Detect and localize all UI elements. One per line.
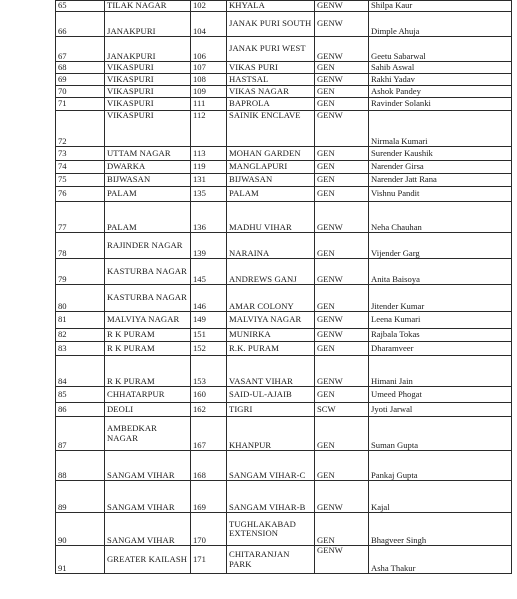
ward-number-cell: 152 [191, 342, 227, 356]
serial-number-cell: 82 [56, 329, 105, 342]
candidate-list-sheet [55, 0, 511, 574]
assembly-constituency-cell: UTTAM NAGAR [105, 147, 191, 161]
ward-name-cell: MUNIRKA [227, 329, 315, 342]
ward-name-cell: SAID-UL-AJAIB [227, 387, 315, 403]
serial-number-cell: 81 [56, 312, 105, 329]
ward-number-cell: 145 [191, 259, 227, 285]
ward-name-cell: CHITARANJAN PARK [227, 546, 315, 574]
candidate-name-cell: Shilpa Kaur [369, 1, 512, 12]
table-row [56, 513, 512, 546]
ward-name-cell: R.K. PURAM [227, 342, 315, 356]
ward-number-cell: 108 [191, 74, 227, 86]
table-row [56, 161, 512, 174]
ward-name-cell: KHYALA [227, 1, 315, 12]
serial-number-cell: 85 [56, 387, 105, 403]
assembly-constituency-cell: R K PURAM [105, 329, 191, 342]
serial-number-cell: 72 [56, 111, 105, 147]
candidate-name-cell: Rajbala Tokas [369, 329, 512, 342]
table-row [56, 12, 512, 37]
assembly-constituency-cell: SANGAM VIHAR [105, 451, 191, 481]
candidate-name-cell: Dharamveer [369, 342, 512, 356]
category-cell: GEN [315, 62, 369, 74]
candidate-name-cell: Nirmala Kumari [369, 111, 512, 147]
ward-number-cell: 135 [191, 187, 227, 202]
assembly-constituency-cell: SANGAM VIHAR [105, 513, 191, 546]
ward-name-cell: PALAM [227, 187, 315, 202]
category-cell: GEN [315, 451, 369, 481]
ward-number-cell: 146 [191, 285, 227, 312]
table-row [56, 546, 512, 574]
table-row [56, 86, 512, 98]
candidate-name-cell: Vishnu Pandit [369, 187, 512, 202]
category-cell: GEN [315, 161, 369, 174]
table-row [56, 403, 512, 417]
ward-name-cell: VIKAS PURI [227, 62, 315, 74]
serial-number-cell: 65 [56, 1, 105, 12]
assembly-constituency-cell: PALAM [105, 187, 191, 202]
ward-name-cell: NARAINA [227, 233, 315, 259]
ward-name-cell: TUGHLAKABAD EXTENSION [227, 513, 315, 546]
table-row [56, 329, 512, 342]
table-row [56, 417, 512, 451]
candidate-name-cell: Leena Kumari [369, 312, 512, 329]
ward-name-cell: MANGLAPURI [227, 161, 315, 174]
candidate-name-cell: Neha Chauhan [369, 202, 512, 233]
category-cell: GENW [315, 202, 369, 233]
table-row [56, 342, 512, 356]
ward-name-cell: VIKAS NAGAR [227, 86, 315, 98]
table-row [56, 74, 512, 86]
table-row [56, 285, 512, 312]
candidate-name-cell: Ravinder Solanki [369, 98, 512, 111]
assembly-constituency-cell: KASTURBA NAGAR [105, 285, 191, 312]
category-cell: GENW [315, 111, 369, 147]
candidate-name-cell: Kajal [369, 481, 512, 513]
assembly-constituency-cell: TILAK NAGAR [105, 1, 191, 12]
category-cell: GENW [315, 259, 369, 285]
candidate-name-cell: Suman Gupta [369, 417, 512, 451]
category-cell: GENW [315, 329, 369, 342]
category-cell: GEN [315, 513, 369, 546]
serial-number-cell: 71 [56, 98, 105, 111]
candidate-table [55, 0, 512, 574]
ward-name-cell: MADHU VIHAR [227, 202, 315, 233]
candidate-name-cell: Jitender Kumar [369, 285, 512, 312]
assembly-constituency-cell: DWARKA [105, 161, 191, 174]
table-row [56, 481, 512, 513]
serial-number-cell: 74 [56, 161, 105, 174]
category-cell: GEN [315, 147, 369, 161]
category-cell: GENW [315, 12, 369, 37]
ward-number-cell: 167 [191, 417, 227, 451]
serial-number-cell: 83 [56, 342, 105, 356]
ward-number-cell: 160 [191, 387, 227, 403]
ward-number-cell: 162 [191, 403, 227, 417]
ward-number-cell: 168 [191, 451, 227, 481]
candidate-name-cell: Jyoti Jarwal [369, 403, 512, 417]
candidate-name-cell: Geetu Sabarwal [369, 37, 512, 62]
candidate-name-cell: Umeed Phogat [369, 387, 512, 403]
table-row [56, 37, 512, 62]
category-cell: GEN [315, 387, 369, 403]
assembly-constituency-cell: JANAKPURI [105, 37, 191, 62]
ward-name-cell: VASANT VIHAR [227, 356, 315, 387]
candidate-name-cell: Sahib Aswal [369, 62, 512, 74]
ward-name-cell: JANAK PURI WEST [227, 37, 315, 62]
table-row [56, 187, 512, 202]
candidate-name-cell: Himani Jain [369, 356, 512, 387]
category-cell: GEN [315, 417, 369, 451]
candidate-name-cell: Surender Kaushik [369, 147, 512, 161]
ward-number-cell: 104 [191, 12, 227, 37]
candidate-table-body [56, 1, 512, 574]
serial-number-cell: 78 [56, 233, 105, 259]
table-row [56, 174, 512, 187]
category-cell: GENW [315, 1, 369, 12]
ward-number-cell: 171 [191, 546, 227, 574]
serial-number-cell: 68 [56, 62, 105, 74]
ward-number-cell: 106 [191, 37, 227, 62]
table-row [56, 202, 512, 233]
table-row [56, 111, 512, 147]
ward-name-cell: AMAR COLONY [227, 285, 315, 312]
candidate-name-cell: Anita Baisoya [369, 259, 512, 285]
assembly-constituency-cell: CHHATARPUR [105, 387, 191, 403]
ward-number-cell: 139 [191, 233, 227, 259]
serial-number-cell: 89 [56, 481, 105, 513]
ward-name-cell: MOHAN GARDEN [227, 147, 315, 161]
category-cell: GENW [315, 546, 369, 574]
serial-number-cell: 88 [56, 451, 105, 481]
ward-name-cell: TIGRI [227, 403, 315, 417]
serial-number-cell: 79 [56, 259, 105, 285]
serial-number-cell: 73 [56, 147, 105, 161]
table-row [56, 1, 512, 12]
ward-number-cell: 151 [191, 329, 227, 342]
assembly-constituency-cell: VIKASPURI [105, 86, 191, 98]
serial-number-cell: 66 [56, 12, 105, 37]
ward-number-cell: 149 [191, 312, 227, 329]
serial-number-cell: 86 [56, 403, 105, 417]
assembly-constituency-cell: JANAKPURI [105, 12, 191, 37]
assembly-constituency-cell: SANGAM VIHAR [105, 481, 191, 513]
category-cell: GENW [315, 481, 369, 513]
ward-name-cell: SAINIK ENCLAVE [227, 111, 315, 147]
ward-name-cell: BIJWASAN [227, 174, 315, 187]
assembly-constituency-cell: VIKASPURI [105, 111, 191, 147]
serial-number-cell: 87 [56, 417, 105, 451]
serial-number-cell: 90 [56, 513, 105, 546]
assembly-constituency-cell: GREATER KAILASH [105, 546, 191, 574]
ward-number-cell: 111 [191, 98, 227, 111]
serial-number-cell: 77 [56, 202, 105, 233]
serial-number-cell: 84 [56, 356, 105, 387]
table-row [56, 387, 512, 403]
table-row [56, 259, 512, 285]
ward-name-cell: SANGAM VIHAR-C [227, 451, 315, 481]
candidate-name-cell: Bhagveer Singh [369, 513, 512, 546]
serial-number-cell: 75 [56, 174, 105, 187]
assembly-constituency-cell: VIKASPURI [105, 98, 191, 111]
candidate-name-cell: Narender Jatt Rana [369, 174, 512, 187]
table-row [56, 451, 512, 481]
candidate-name-cell: Pankaj Gupta [369, 451, 512, 481]
category-cell: GEN [315, 342, 369, 356]
assembly-constituency-cell: BIJWASAN [105, 174, 191, 187]
table-row [56, 356, 512, 387]
ward-name-cell: SANGAM VIHAR-B [227, 481, 315, 513]
table-row [56, 98, 512, 111]
assembly-constituency-cell: R K PURAM [105, 356, 191, 387]
table-row [56, 312, 512, 329]
serial-number-cell: 76 [56, 187, 105, 202]
assembly-constituency-cell: MALVIYA NAGAR [105, 312, 191, 329]
assembly-constituency-cell: AMBEDKAR NAGAR [105, 417, 191, 451]
ward-name-cell: KHANPUR [227, 417, 315, 451]
ward-name-cell: ANDREWS GANJ [227, 259, 315, 285]
ward-number-cell: 170 [191, 513, 227, 546]
candidate-name-cell: Narender Girsa [369, 161, 512, 174]
ward-name-cell: BAPROLA [227, 98, 315, 111]
table-row [56, 147, 512, 161]
category-cell: GEN [315, 98, 369, 111]
assembly-constituency-cell: VIKASPURI [105, 74, 191, 86]
ward-name-cell: MALVIYA NAGAR [227, 312, 315, 329]
serial-number-cell: 69 [56, 74, 105, 86]
category-cell: GEN [315, 174, 369, 187]
category-cell: GENW [315, 356, 369, 387]
candidate-name-cell: Rakhi Yadav [369, 74, 512, 86]
candidate-name-cell: Dimple Ahuja [369, 12, 512, 37]
serial-number-cell: 67 [56, 37, 105, 62]
ward-number-cell: 109 [191, 86, 227, 98]
ward-number-cell: 169 [191, 481, 227, 513]
candidate-name-cell: Asha Thakur [369, 546, 512, 574]
table-row [56, 62, 512, 74]
candidate-name-cell: Ashok Pandey [369, 86, 512, 98]
serial-number-cell: 80 [56, 285, 105, 312]
category-cell: GEN [315, 86, 369, 98]
serial-number-cell: 91 [56, 546, 105, 574]
ward-number-cell: 136 [191, 202, 227, 233]
serial-number-cell: 70 [56, 86, 105, 98]
category-cell: GENW [315, 37, 369, 62]
assembly-constituency-cell: RAJINDER NAGAR [105, 233, 191, 259]
ward-name-cell: HASTSAL [227, 74, 315, 86]
category-cell: GENW [315, 74, 369, 86]
ward-number-cell: 112 [191, 111, 227, 147]
ward-name-cell: JANAK PURI SOUTH [227, 12, 315, 37]
assembly-constituency-cell: PALAM [105, 202, 191, 233]
assembly-constituency-cell: R K PURAM [105, 342, 191, 356]
candidate-name-cell: Vijender Garg [369, 233, 512, 259]
category-cell: GEN [315, 187, 369, 202]
ward-number-cell: 119 [191, 161, 227, 174]
category-cell: GENW [315, 312, 369, 329]
ward-number-cell: 113 [191, 147, 227, 161]
ward-number-cell: 102 [191, 1, 227, 12]
ward-number-cell: 107 [191, 62, 227, 74]
category-cell: SCW [315, 403, 369, 417]
assembly-constituency-cell: VIKASPURI [105, 62, 191, 74]
ward-number-cell: 153 [191, 356, 227, 387]
category-cell: GEN [315, 285, 369, 312]
assembly-constituency-cell: DEOLI [105, 403, 191, 417]
table-row [56, 233, 512, 259]
assembly-constituency-cell: KASTURBA NAGAR [105, 259, 191, 285]
ward-number-cell: 131 [191, 174, 227, 187]
category-cell: GEN [315, 233, 369, 259]
